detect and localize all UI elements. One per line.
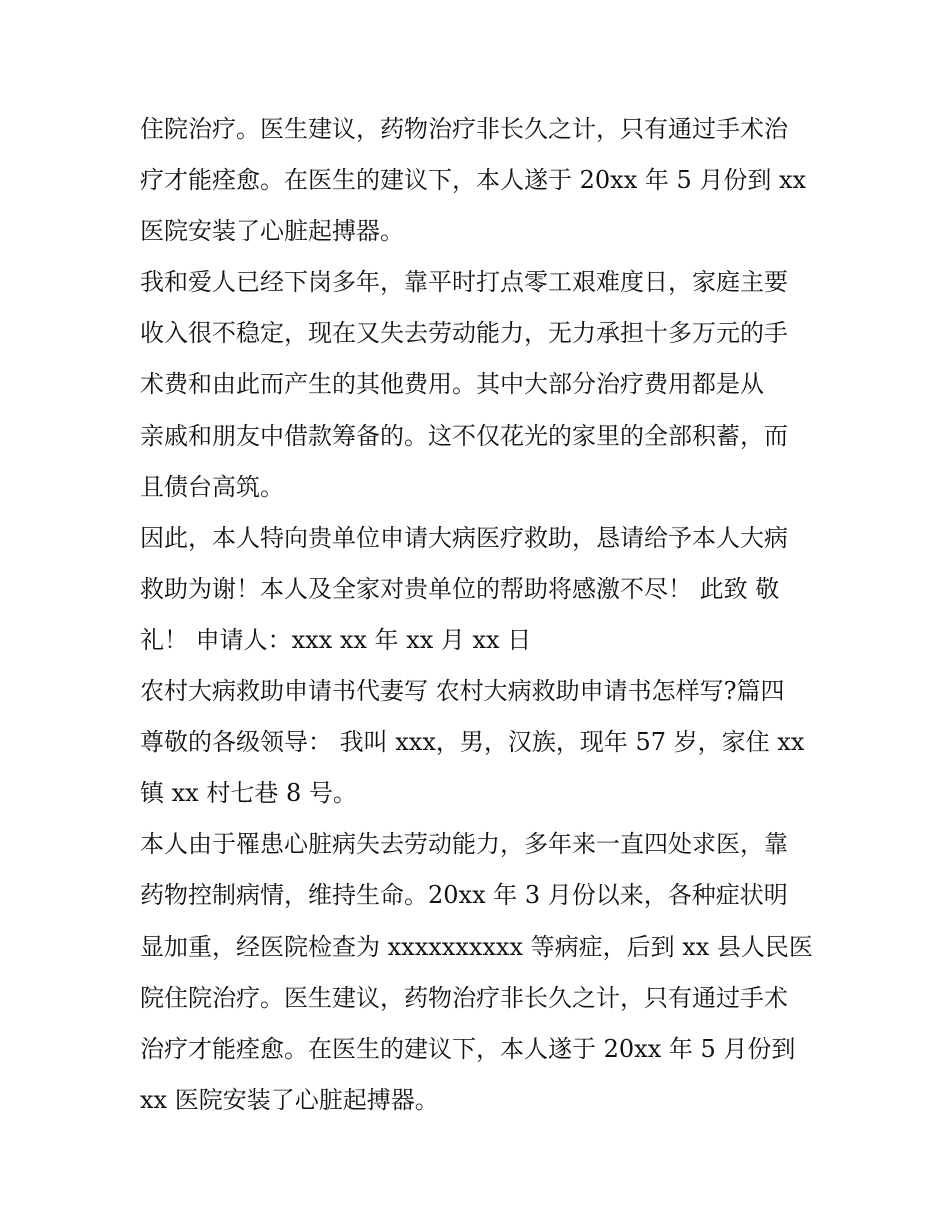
document-body: [140, 104, 820, 1126]
text-line-18: 院住院治疗。医生建议，药物治疗非长久之计，只有通过手术: [140, 983, 788, 1012]
text-line-1: 住院治疗。医生建议，药物治疗非长久之计，只有通过手术治: [140, 115, 788, 143]
text-line-10: 救助为谢！本人及全家对贵单位的帮助将感激不尽！ 此致 敬: [140, 574, 780, 603]
text-line-6: 术费和由此而产生的其他费用。其中大部分治疗费用都是从: [140, 370, 764, 399]
text-line-19: 治疗才能痊愈。在医生的建议下，本人遂于 20xx 年 5 月份到: [140, 1034, 796, 1063]
text-line-7: 亲戚和朋友中借款筹备的。这不仅花光的家里的全部积蓄，而: [140, 421, 788, 450]
text-line-2: 疗才能痊愈。在医生的建议下，本人遂于 20xx 年 5 月份到 xx: [140, 166, 807, 195]
text-line-3: 医院安装了心脏起搏器。: [140, 217, 404, 246]
text-line-15: 本人由于罹患心脏病失去劳动能力，多年来一直四处求医，靠: [140, 830, 788, 859]
text-line-13: 尊敬的各级领导： 我叫 xxx，男，汉族，现年 57 岁，家住 xx: [140, 728, 805, 757]
text-line-20: xx 医院安装了心脏起搏器。: [140, 1085, 439, 1114]
text-line-5: 收入很不稳定，现在又失去劳动能力，无力承担十多万元的手: [140, 319, 788, 348]
text-line-4: 我和爱人已经下岗多年，靠平时打点零工艰难度日，家庭主要: [140, 268, 788, 297]
text-line-12: 农村大病救助申请书代妻写 农村大病救助申请书怎样写?篇四: [140, 677, 785, 706]
text-line-8: 且债台高筑。: [140, 472, 284, 501]
text-line-11: 礼！ 申请人：xxx xx 年 xx 月 xx 日: [140, 625, 532, 654]
text-line-17: 显加重，经医院检查为 xxxxxxxxxx 等病症，后到 xx 县人民医: [140, 932, 813, 961]
text-line-9: 因此，本人特向贵单位申请大病医疗救助，恳请给予本人大病: [140, 523, 788, 552]
text-line-14: 镇 xx 村七巷 8 号。: [140, 779, 357, 808]
text-line-16: 药物控制病情，维持生命。20xx 年 3 月份以来，各种症状明: [140, 881, 788, 910]
